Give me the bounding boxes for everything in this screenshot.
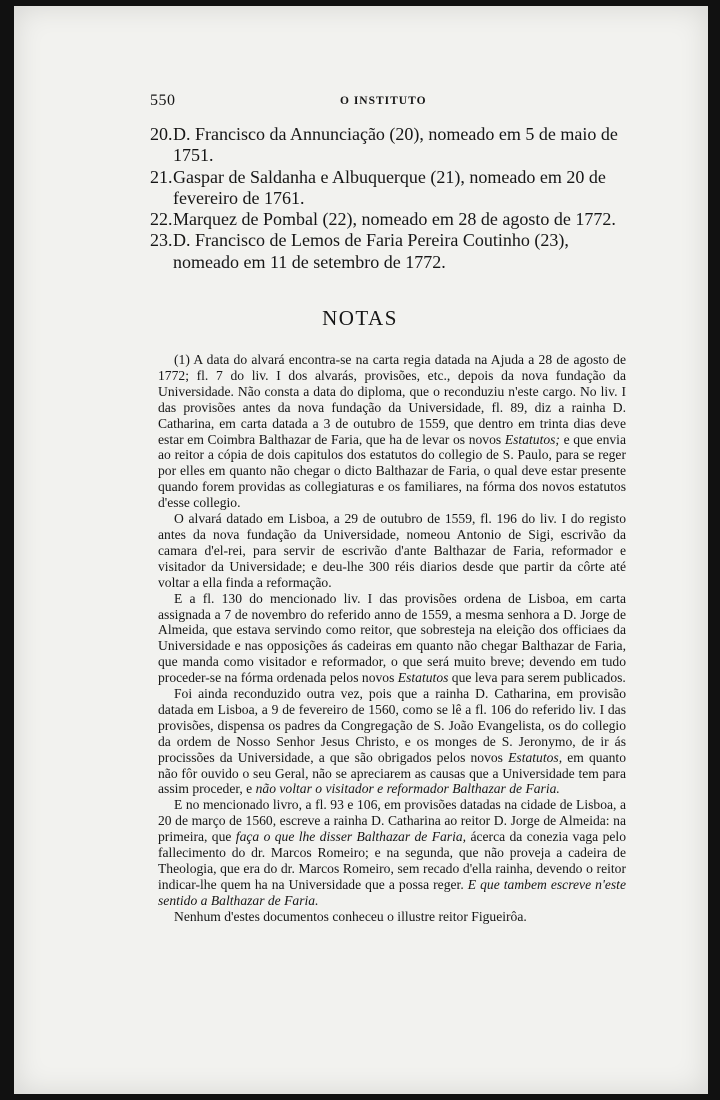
note-text: Foi ainda reconduzido outra vez, pois que a rainha D. Catharina, em provisão datada em Lisboa, a 9 de fevereiro de 1560, como se lê a fl. 106 do referido liv. I das provisões, dispensa os padres da Congregação de S. João Evangelista, os do collegio da ordem de Nosso Senhor Jesus Christo, e os monges de S. Jeronymo, de ir ás procissões da Universidade, a que são obrigados pelos novos	[158, 686, 626, 765]
list-item	[150, 230, 625, 273]
note-italic: Estatutos;	[504, 431, 560, 447]
entry-text: D. Francisco da Annunciação (20), nomeado em 5 de maio de 1751.	[173, 124, 618, 166]
entry-number: 23.	[150, 230, 173, 251]
note-italic: não voltar o visitador e reformador Balthazar de Faria.	[255, 781, 560, 797]
notes-body	[158, 352, 626, 925]
note-paragraph	[158, 797, 626, 908]
note-italic: faça o que lhe disser Balthazar de Faria,	[235, 829, 467, 845]
entry-text: Gaspar de Saldanha e Albuquerque (21), nomeado em 20 de fevereiro de 1761.	[173, 166, 606, 208]
rector-list	[150, 124, 625, 273]
entry-number: 20.	[150, 124, 173, 144]
note-text: E no mencionado livro, a fl. 93 e 106, em provisões datadas na cidade de Lisboa, a 20 de março de 1560, escreve a rainha D. Catharina ao reitor D. Jorge de Almeida: na primeira, que	[158, 797, 626, 845]
note-paragraph	[158, 511, 626, 591]
entry-text: Marquez de Pombal (22), nomeado em 28 de agosto de 1772.	[173, 209, 616, 230]
note-text: Nenhum d'estes documentos conheceu o illustre reitor Figueirôa.	[174, 908, 527, 924]
note-text: que leva para serem publicados.	[448, 670, 626, 686]
note-text: (1) A data do alvará encontra-se na carta regia datada na Ajuda a 28 de agosto de 1772; fl. 7 do liv. I dos alvarás, provisões, etc., depois da nova fundação da Universidade. Não consta a data do diploma, que o reconduziu n'este cargo. No liv. I das provisões antes da nova fundação da Universidade, fl. 89, diz a rainha D. Catharina, em carta datada a 3 de outubro de 1559, que dentro em trinta dias deve estar em Coimbra Balthazar de Faria, que ha de levar os novos	[158, 352, 626, 447]
note-text: O alvará datado em Lisboa, a 29 de outubro de 1559, fl. 196 do liv. I do registo antes da nova fundação da Universidade, nomeou Antonio de Sigi, escrivão da camara d'el-rei, para servir de escrivão d'ante Balthazar de Faria, reformador e visitador da Universidade; e deu-lhe 300 réis diarios desde que partir da côrte até voltar a ella finda a reformação.	[158, 511, 626, 590]
list-item	[150, 167, 625, 210]
note-paragraph	[158, 686, 626, 797]
note-paragraph	[158, 591, 626, 686]
note-italic: Estatutos,	[508, 749, 563, 765]
list-item	[150, 124, 625, 167]
note-paragraph	[158, 352, 626, 511]
running-title: O INSTITUTO	[340, 95, 427, 107]
page-number: 550	[150, 92, 176, 109]
note-text: e que envia ao reitor a cópia de dois capitulos dos estatutos do collegio de S. Paulo, para se reger por elles em quanto não chegar o dicto Balthazar de Faria, o qual deve estar presente quando forem providas as collegiaturas e os familiares, na fórma dos novos estatutos d'esse collegio.	[158, 431, 626, 511]
page-header	[150, 92, 620, 112]
note-italic: E que tambem escreve n'este sentido a Balthazar de Faria.	[158, 876, 626, 908]
note-text: E a fl. 130 do mencionado liv. I das provisões ordena de Lisboa, em carta assignada a 7 de novembro do referido anno de 1559, a mesma senhora a D. Jorge de Almeida, que estava servindo como reitor, que sobresteja na eleição dos officiaes da Universidade e nas opposições ás cadeiras em quanto não chegar Balthazar de Faria, que manda como visitador e reformador, o que será muito breve; devendo em tudo proceder-se na fórma ordenada pelos novos	[158, 590, 626, 686]
entry-number: 22.	[150, 209, 173, 230]
list-item	[150, 209, 625, 230]
notes-heading: NOTAS	[322, 306, 398, 330]
note-text: em quanto não fôr ouvido o seu Geral, não se apreciarem as causas que a Universidade tem para assim proceder, e	[158, 749, 626, 797]
entry-number: 21.	[150, 166, 173, 187]
note-paragraph	[158, 909, 626, 925]
entry-text: D. Francisco de Lemos de Faria Pereira Coutinho (23), nomeado em 11 de setembro de 1772.	[173, 230, 569, 272]
note-italic: Estatutos	[397, 670, 449, 686]
note-text: ácerca da conezia vaga pelo fallecimento do dr. Marcos Romeiro; e na segunda, que não proveja a cadeira de Theologia, que era do dr. Marcos Romeiro, sem recado d'ella rainha, devendo o reitor indicar-lhe quem ha na Universidade que a possa reger.	[158, 829, 626, 892]
